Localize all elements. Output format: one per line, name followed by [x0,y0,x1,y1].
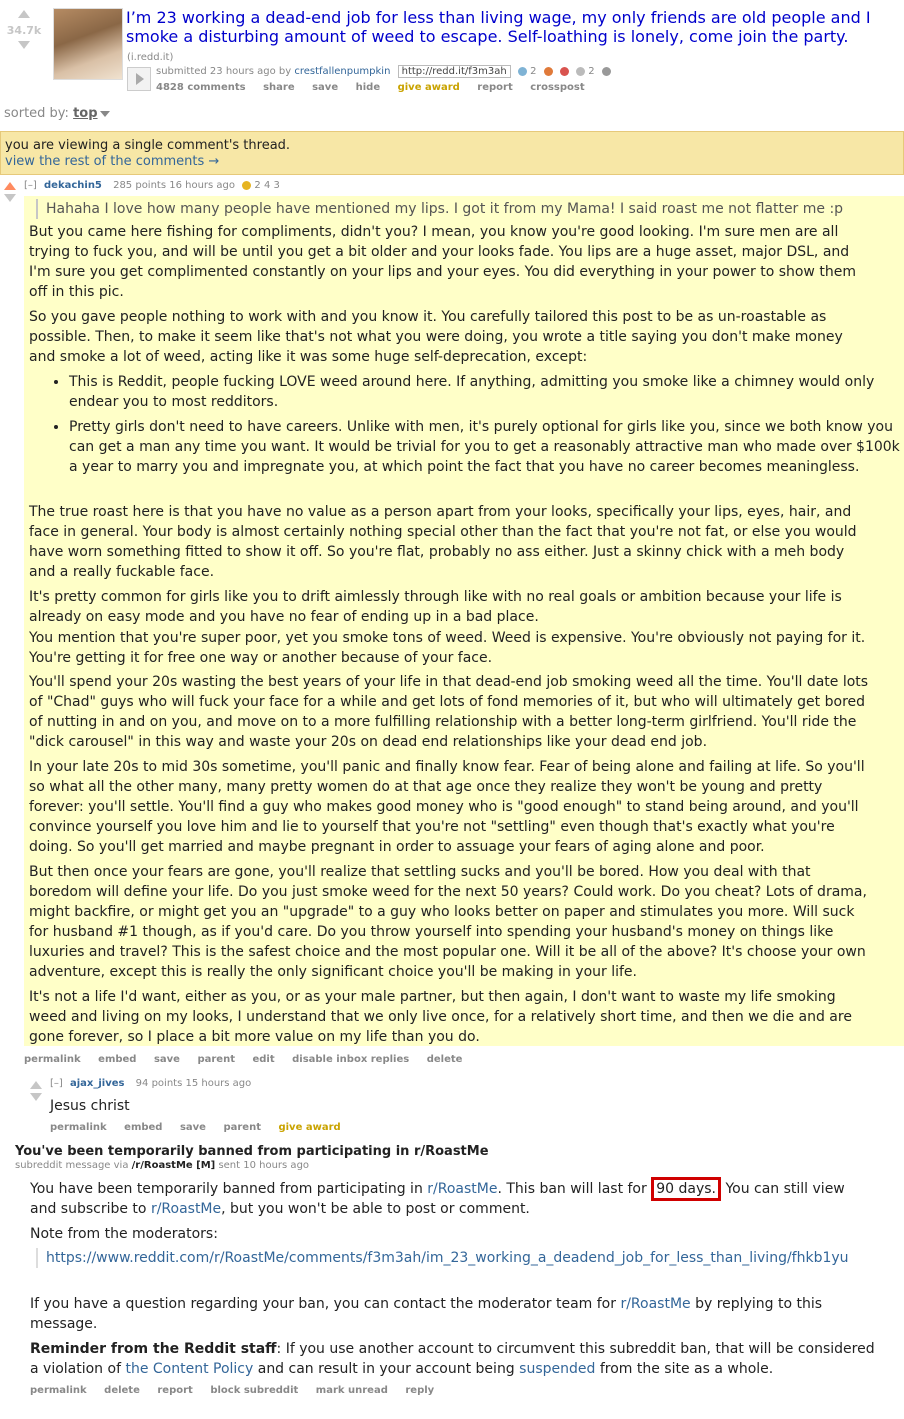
post-vote [6,8,42,49]
comment-vote [2,180,18,202]
comment-paragraph: It's not a life I'd want, either as you, or as your male partner, but then again, I don't want to waste my life smoking weed and living on my looks, I understand that we only live once, for a relatively short time, and then we die and are gone forever, so I place a bit more value on my life than you do. [29,989,852,1045]
view-rest-link[interactable]: view the rest of the comments → [5,154,220,169]
collapse-toggle[interactable]: [–] [50,1078,63,1089]
ban-text: You can still view and subscribe to [30,1181,845,1217]
upvote-icon[interactable] [18,10,30,18]
post-domain[interactable]: (i.redd.it) [127,52,174,63]
post-header [0,0,904,100]
ban-text: You have been temporarily banned from participating in [30,1181,423,1197]
upvote-icon[interactable] [4,182,16,190]
downvote-icon[interactable] [18,41,30,49]
reply-tagline [50,1078,251,1089]
comment-paragraph: The true roast here is that you have no value as a person apart from your looks, specifically your lips, eyes, hair, and face in general. Your body is almost certainly nothing special other than the fact that you're not fat, or else you would have worn something fitted to show it off. So you're flat, probably no ass either. Just a skinny chick with a meh body and a really fuckable face. [29,504,857,580]
give-award-link[interactable]: give award [278,1122,341,1133]
expando-play-icon[interactable] [127,67,151,91]
suspended-link[interactable]: suspended [519,1361,596,1377]
reply-author[interactable]: ajax_jives [70,1078,125,1089]
report-link[interactable]: report [157,1385,193,1396]
permalink-link[interactable]: permalink [50,1122,107,1133]
award-count: 2 [530,66,537,77]
comment-bullet-list [29,372,904,482]
mark-unread-link[interactable]: mark unread [315,1385,388,1396]
blockquote: Hahaha I love how many people have mentioned my lips. I got it from my Mama! I said roast me not flatter me :p [36,199,904,219]
post-title[interactable]: I’m 23 working a dead-end job for less than living wage, my only friends are old people and I smoke a disturbing amount of weed to escape. Self-loathing is lonely, come join the party. [126,8,871,46]
post-author[interactable]: crestfallenpumpkin [294,66,391,77]
subreddit-link[interactable]: r/RoastMe [620,1296,691,1312]
sort-menu[interactable] [4,106,110,121]
contact-text: If you have a question regarding your ban, you can contact the moderator team for [30,1296,616,1312]
comments-link[interactable]: 4828 comments [156,82,246,93]
share-link[interactable]: share [263,82,295,93]
award-icon [576,67,585,76]
moderator-note-label: Note from the moderators: [30,1226,218,1242]
award-icon [518,67,527,76]
ban-duration-highlight: 90 days. [651,1177,721,1201]
reply-meta: 94 points 15 hours ago [135,1078,252,1089]
reply-link[interactable]: reply [405,1385,435,1396]
subreddit-link[interactable]: r/RoastMe [150,1201,222,1217]
reply-actions [50,1122,355,1133]
list-item: • This is Reddit, people fucking LOVE weed around here. If anything, admitting you smoke like a chimney would only endear you to most redditors. [69,372,904,412]
content-policy-link[interactable]: the Content Policy [125,1361,254,1377]
sort-value[interactable]: top [73,106,98,121]
collapse-toggle[interactable]: [–] [24,180,37,191]
delete-link[interactable]: delete [104,1385,140,1396]
block-subreddit-link[interactable]: block subreddit [210,1385,299,1396]
award-icon [544,67,553,76]
reminder-text: from the site as a whole. [599,1361,774,1377]
comment-paragraph: It's pretty common for girls like you to drift aimlessly through like with no real goals or ambition because your life is already on easy mode and you have no fear of ending up in a bad place. [29,589,842,625]
save-link[interactable]: save [153,1054,180,1065]
comment-paragraph: So you gave people nothing to work with and you know it. You carefully tailored this post to be as un-roastable as possible. Then, to make it seem like that's not what you were doing, you wrote a title saying you don't make money and smoke a lot of weed, acting like it was some huge self-deprecation, except: [29,309,843,365]
award-icon [560,67,569,76]
comment-actions [24,1054,476,1065]
ban-text: , but you won't be able to post or comment. [221,1201,530,1217]
comment-meta: 285 points 16 hours ago [113,180,236,191]
disable-inbox-link[interactable]: disable inbox replies [292,1054,410,1065]
message-meta-text: subreddit message via [15,1160,129,1171]
permalink-link[interactable]: permalink [30,1385,87,1396]
downvote-icon[interactable] [4,194,16,202]
contact-paragraph [30,1294,875,1334]
message-subject[interactable]: You've been temporarily banned from participating in r/RoastMe [15,1144,489,1159]
downvote-icon[interactable] [30,1093,42,1101]
permalink-link[interactable]: permalink [24,1054,81,1065]
parent-link[interactable]: parent [223,1122,261,1133]
reminder-text: and can result in your account being [257,1361,515,1377]
award-icon [242,181,251,190]
parent-link[interactable]: parent [197,1054,235,1065]
comment-paragraph: You mention that you're super poor, yet you smoke tons of weed. Weed is expensive. You're obviously not paying for it. You're getting it for free one way or another because of your face. [29,630,866,666]
message-time: sent 10 hours ago [218,1160,310,1171]
list-item: • Pretty girls don't need to have careers. Unlike with men, it's purely optional for girls like you, since we both know you can get a man any time you want. It would be trivial for you to get a reasonably attractive man who made over $100k a year to marry you and impregnate you, at which point the fact that you have no career becomes meaningless. [69,417,904,477]
comment-awards: 2 4 3 [254,180,280,191]
comment-author[interactable]: dekachin5 [44,180,102,191]
ban-text: . This ban will last for [497,1181,647,1197]
report-link[interactable]: report [477,82,513,93]
reply-body: Jesus christ [50,1098,130,1114]
save-link[interactable]: save [312,82,339,93]
message-actions [30,1385,448,1396]
comment-paragraph: But you came here fishing for compliments, didn't you? I mean, you know you're good looking. I'm sure men are all trying to fuck you, and will be until you get a bit older and your looks fade. You lips are a huge asset, major DSL, and I'm sure you get complimented constantly on your lips and your eyes. You did everything in your power to show them off in this pic. [29,224,856,300]
moderator-note-url[interactable]: https://www.reddit.com/r/RoastMe/comments/f3m3ah/im_23_working_a_deadend_job_for_less_than_living/fhkb1yu [36,1248,846,1268]
reminder-text: : If you use another account to circumvent this subreddit ban, that will be considered a violation of [30,1341,875,1377]
message-subreddit[interactable]: /r/RoastMe [M] [131,1160,216,1171]
staff-reminder-heading: Reminder from the Reddit staff [30,1341,277,1357]
hide-link[interactable]: hide [355,82,381,93]
delete-link[interactable]: delete [426,1054,463,1065]
sort-label: sorted by: [4,106,69,121]
ban-paragraph [30,1179,875,1219]
embed-link[interactable]: embed [98,1054,137,1065]
reply-vote [28,1079,44,1101]
award-icon [602,67,611,76]
crosspost-link[interactable]: crosspost [530,82,585,93]
message-meta [15,1160,309,1171]
save-link[interactable]: save [179,1122,206,1133]
subreddit-link[interactable]: r/RoastMe [427,1181,498,1197]
comment-paragraph: But then once your fears are gone, you'll realize that settling sucks and you'll be bored. How you deal with that boredom will define your life. Do you just smoke weed for the next 50 years? Could work. Do you cheat? Lots of drama, might backfire, or might get you an "upgrade" to a guy who looks better on paper and stimulates you more. Will suck for husband #1 though, as if you'd care. Do you throw yourself into spending your husband's money on things like luxuries and travel? This is the safest choice and the most popular one. Will it be all of the above? It's choose your own adventure, except this is really the only significant choice you'll be making in your life. [29,864,867,980]
banner-text: you are viewing a single comment's thread. [5,138,291,153]
comment-tagline [24,180,280,191]
staff-reminder-paragraph [30,1339,875,1379]
edit-link[interactable]: edit [252,1054,275,1065]
single-thread-banner [0,131,904,175]
give-award-link[interactable]: give award [397,82,460,93]
comment-paragraph: In your late 20s to mid 30s sometime, you'll panic and finally know fear. Fear of being alone and failing at life. So you'll so what all the other many, many pretty women do at that age once they realize they won't be young and pretty forever: you'll settle. You'll find a guy who makes good money who is "good enough" to stand being around, and you'll convince yourself you love him and lie to yourself that you're not "settling" even though that's exactly what you're doing. So you'll get married and maybe pregnant in order to assuage your fears of aging alone and poor. [29,759,865,855]
post-tagline [156,66,611,77]
post-actions [156,82,599,93]
embed-link[interactable]: embed [124,1122,163,1133]
award-count: 2 [588,66,595,77]
shortlink[interactable]: http://redd.it/f3m3ah [398,65,511,78]
chevron-down-icon[interactable] [100,111,110,117]
post-score: 34.7k [6,24,42,37]
post-thumbnail[interactable] [53,8,123,80]
submitted-text: submitted 23 hours ago by [156,66,292,77]
comment-paragraph: You'll spend your 20s wasting the best years of your life in that dead-end job smoking weed all the time. You'll date lots of "Chad" guys who will fuck your face for a while and get lots of fond memories of it, but who will ultimately get bored of nutting in and on you, and move on to a more fulfilling relationship with a better long-term girlfriend. You'll ride the "dick carousel" in this way and waste your 20s on dead end relationships like your dead end job. [29,674,869,750]
contact-text: by replying to this message. [30,1296,823,1332]
upvote-icon[interactable] [30,1081,42,1089]
